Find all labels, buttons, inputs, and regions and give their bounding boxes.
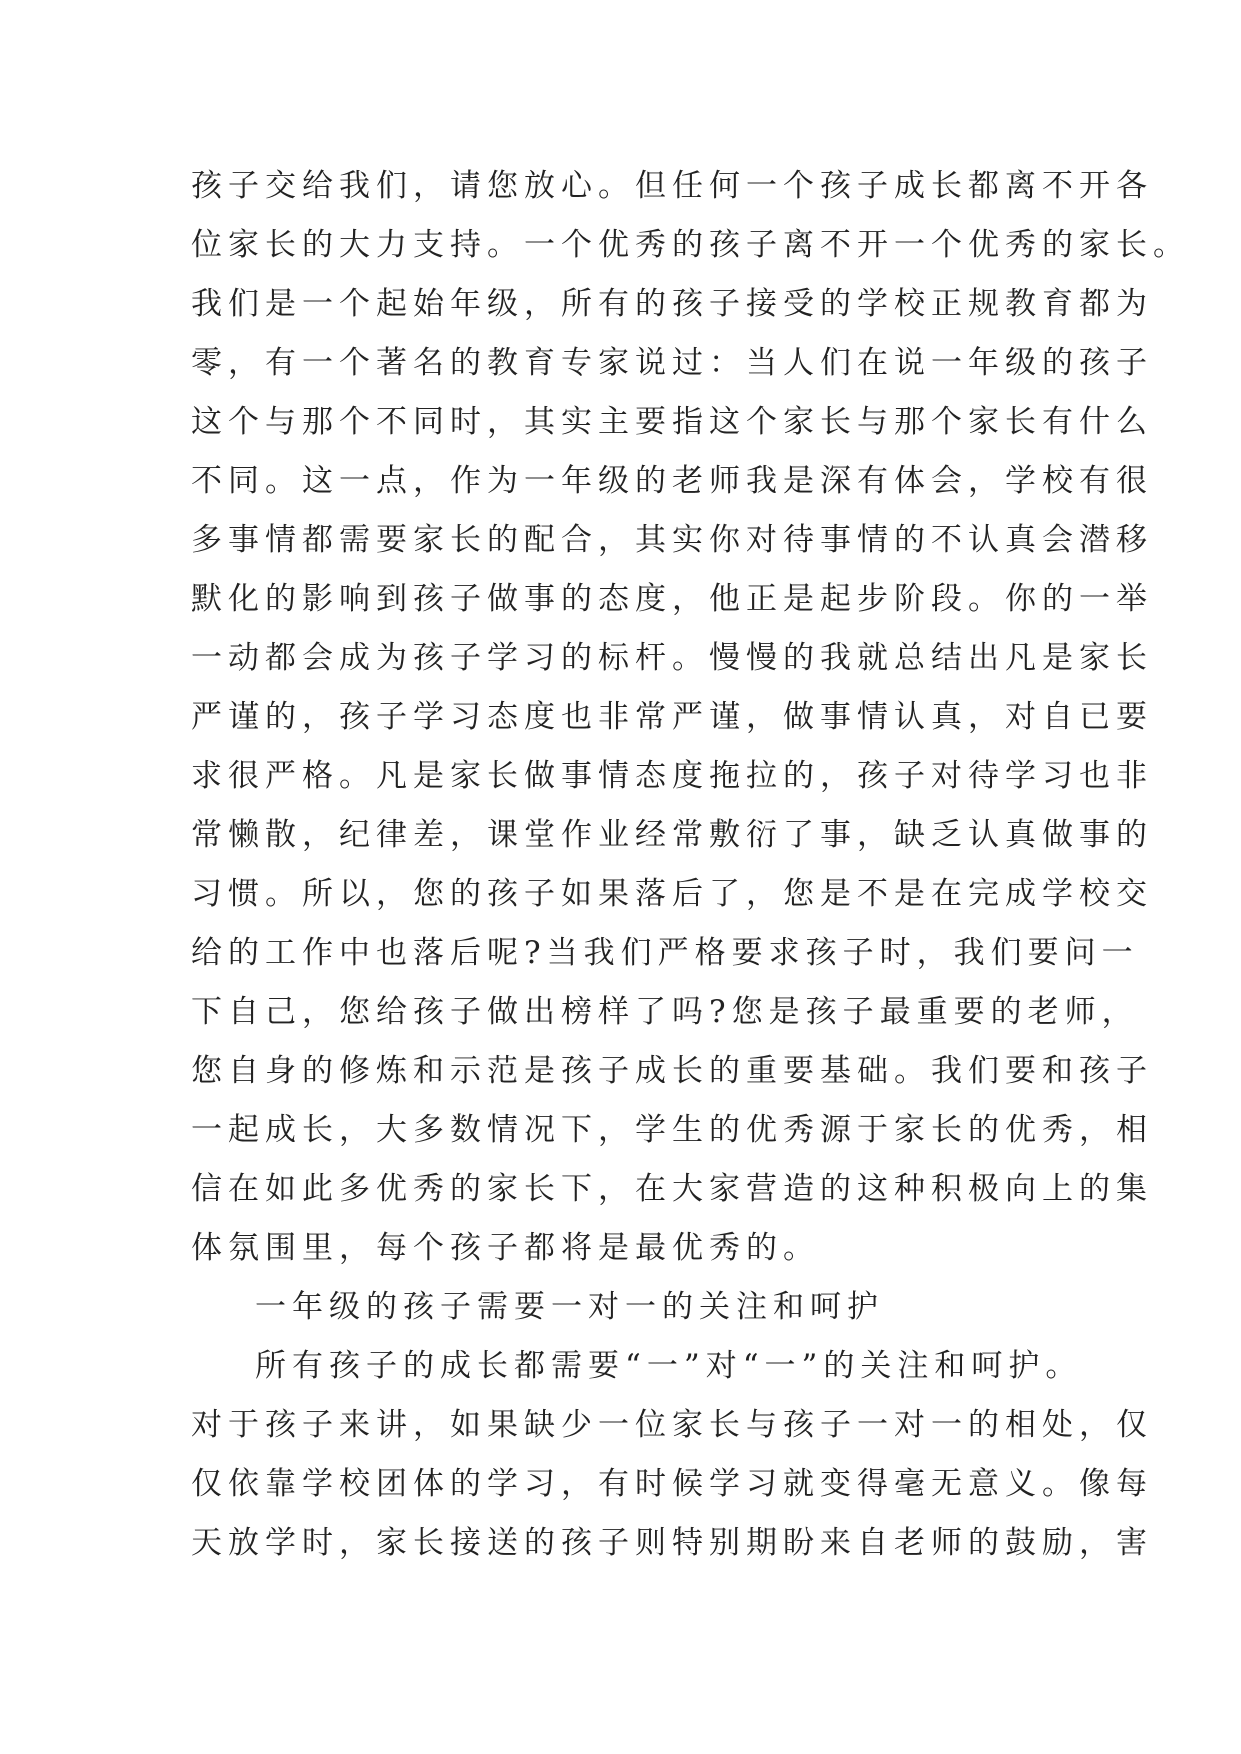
text-line: 常懒散，纪律差，课堂作业经常敷衍了事，缺乏认真做事的 bbox=[191, 817, 1153, 853]
text-line: 零，有一个著名的教育专家说过：当人们在说一年级的孩子 bbox=[191, 345, 1153, 381]
text-line: 习惯。所以，您的孩子如果落后了，您是不是在完成学校交 bbox=[191, 876, 1153, 912]
text-line: 不同。这一点，作为一年级的老师我是深有体会，学校有很 bbox=[191, 463, 1153, 499]
text-line: 天放学时，家长接送的孩子则特别期盼来自老师的鼓励，害 bbox=[191, 1525, 1153, 1561]
text-line: 多事情都需要家长的配合，其实你对待事情的不认真会潜移 bbox=[191, 522, 1153, 558]
text-line: 给的工作中也落后呢?当我们严格要求孩子时，我们要问一 bbox=[191, 935, 1139, 971]
text-line: 一动都会成为孩子学习的标杆。慢慢的我就总结出凡是家长 bbox=[191, 640, 1153, 676]
text-line: 下自己，您给孩子做出榜样了吗?您是孩子最重要的老师， bbox=[191, 994, 1139, 1030]
text-line: 信在如此多优秀的家长下，在大家营造的这种积极向上的集 bbox=[191, 1171, 1153, 1207]
text-line: 默化的影响到孩子做事的态度，他正是起步阶段。你的一举 bbox=[191, 581, 1153, 617]
text-line: 我们是一个起始年级，所有的孩子接受的学校正规教育都为 bbox=[191, 286, 1153, 322]
text-line: 求很严格。凡是家长做事情态度拖拉的，孩子对待学习也非 bbox=[191, 758, 1153, 794]
text-line: 孩子交给我们，请您放心。但任何一个孩子成长都离不开各 bbox=[191, 168, 1153, 204]
text-line: 这个与那个不同时，其实主要指这个家长与那个家长有什么 bbox=[191, 404, 1153, 440]
text-line: 仅依靠学校团体的学习，有时候学习就变得毫无意义。像每 bbox=[191, 1466, 1153, 1502]
text-line: 您自身的修炼和示范是孩子成长的重要基础。我们要和孩子 bbox=[191, 1053, 1153, 1089]
text-line: 体氛围里，每个孩子都将是最优秀的。 bbox=[191, 1230, 820, 1266]
text-line: 一起成长，大多数情况下，学生的优秀源于家长的优秀，相 bbox=[191, 1112, 1153, 1148]
section-heading: 一年级的孩子需要一对一的关注和呵护 bbox=[255, 1289, 884, 1325]
text-line: 所有孩子的成长都需要“一”对“一”的关注和呵护。 bbox=[255, 1348, 1083, 1384]
text-line: 位家长的大力支持。一个优秀的孩子离不开一个优秀的家长。 bbox=[191, 227, 1190, 263]
text-line: 对于孩子来讲，如果缺少一位家长与孩子一对一的相处，仅 bbox=[191, 1407, 1153, 1443]
text-line: 严谨的，孩子学习态度也非常严谨，做事情认真，对自已要 bbox=[191, 699, 1153, 735]
